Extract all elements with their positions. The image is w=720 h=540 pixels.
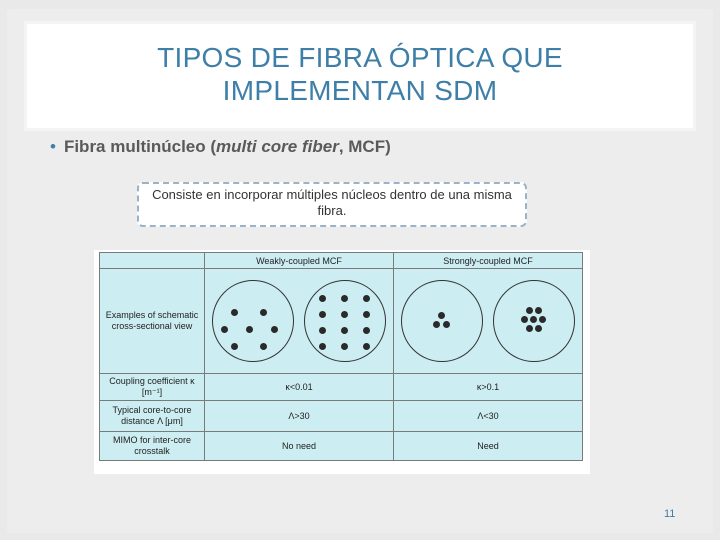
strongly-coupled-cross-sections	[394, 269, 583, 374]
core-dot	[526, 307, 533, 314]
core-dot	[319, 327, 326, 334]
table-row	[100, 432, 583, 461]
row-label-distance: Typical core-to-core distance Λ [μm]	[100, 401, 205, 432]
core-dot	[231, 343, 238, 350]
bullet-text-after: , MCF)	[338, 137, 391, 156]
core-dot	[319, 343, 326, 350]
cell-strong-distance: Λ<30	[394, 401, 583, 432]
core-dot	[526, 325, 533, 332]
core-dot	[433, 321, 440, 328]
fiber-cross-section-3-core	[401, 280, 483, 362]
header-strongly-coupled: Strongly-coupled MCF	[394, 253, 583, 269]
core-dot	[271, 326, 278, 333]
table-row	[100, 401, 583, 432]
core-dot	[341, 327, 348, 334]
core-dot	[363, 343, 370, 350]
slide-title	[24, 41, 696, 107]
row-label-cross-section: Examples of schematic cross-sectional view	[100, 269, 205, 374]
weakly-coupled-cross-sections	[205, 269, 394, 374]
core-dot	[539, 316, 546, 323]
bullet-item	[50, 137, 391, 157]
core-dot	[363, 295, 370, 302]
fiber-cross-section-12-core	[304, 280, 386, 362]
core-dot	[246, 326, 253, 333]
core-dot	[260, 309, 267, 316]
header-empty	[100, 253, 205, 269]
page-number: 11	[664, 508, 676, 520]
core-dot	[443, 321, 450, 328]
bullet-marker: •	[50, 137, 56, 156]
bullet-text-before: Fibra multinúcleo (	[63, 137, 217, 156]
core-dot	[363, 327, 370, 334]
fiber-cross-section-7-core-dense	[493, 280, 575, 362]
core-dot	[231, 309, 238, 316]
core-dot	[341, 311, 348, 318]
core-dot	[319, 295, 326, 302]
bullet-text-italic: multi core fiber	[216, 137, 339, 156]
table-row	[100, 269, 583, 374]
table-row	[100, 374, 583, 401]
mcf-comparison-table	[99, 252, 583, 461]
core-dot	[521, 316, 528, 323]
core-dot	[221, 326, 228, 333]
title-box	[24, 21, 696, 131]
fiber-cross-section-7-core	[212, 280, 294, 362]
core-dot	[438, 312, 445, 319]
core-dot	[341, 343, 348, 350]
definition-callout: Consiste en incorporar múltiples núcleos dentro de una misma fibra.	[137, 182, 527, 227]
title-line-2: IMPLEMENTAN SDM	[222, 75, 498, 106]
cell-weak-mimo: No need	[205, 432, 394, 461]
core-dot	[535, 325, 542, 332]
table-header-row	[100, 253, 583, 269]
core-dot	[530, 316, 537, 323]
header-weakly-coupled: Weakly-coupled MCF	[205, 253, 394, 269]
row-label-mimo: MIMO for inter-core crosstalk	[100, 432, 205, 461]
cell-strong-mimo: Need	[394, 432, 583, 461]
mcf-comparison-figure	[94, 250, 590, 474]
row-label-coupling: Coupling coefficient κ [m⁻¹]	[100, 374, 205, 401]
core-dot	[260, 343, 267, 350]
cell-weak-coupling: κ<0.01	[205, 374, 394, 401]
title-line-1: TIPOS DE FIBRA ÓPTICA QUE	[157, 42, 563, 73]
core-dot	[341, 295, 348, 302]
cell-strong-coupling: κ>0.1	[394, 374, 583, 401]
core-dot	[363, 311, 370, 318]
cell-weak-distance: Λ>30	[205, 401, 394, 432]
core-dot	[319, 311, 326, 318]
core-dot	[535, 307, 542, 314]
